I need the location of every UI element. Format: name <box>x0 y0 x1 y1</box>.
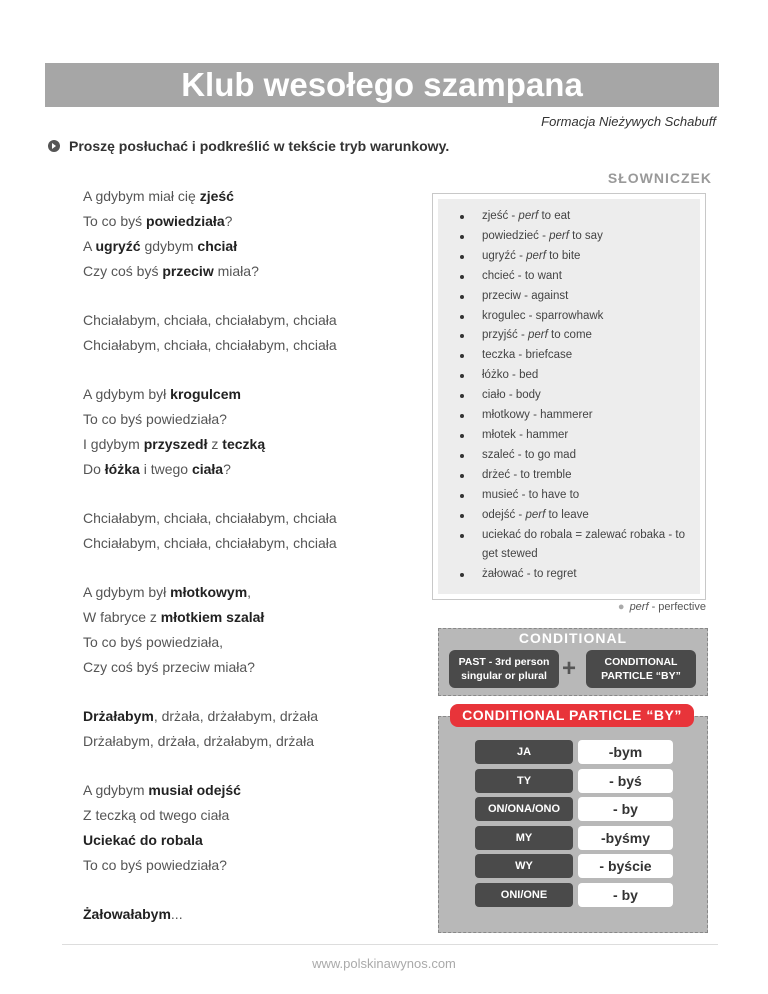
lyric-keyword: młotkiem <box>160 609 223 625</box>
lyric-text: ? <box>224 213 233 229</box>
lyric-line <box>83 534 423 559</box>
glossary-title: SŁOWNICZEK <box>607 170 712 186</box>
glossary-text: ciało - body <box>482 389 541 402</box>
lyric-keyword: chciał <box>197 238 238 254</box>
glossary-item <box>438 506 700 526</box>
past-tense-label: PAST - 3rd person singular or plural <box>458 656 550 682</box>
glossary-text: młotek - hammer <box>482 428 569 441</box>
page-title: Klub wesołego szampana <box>181 66 583 103</box>
glossary-text: to leave <box>545 508 589 521</box>
lyric-keyword: zjeść <box>199 188 234 204</box>
particle-ending: - byście <box>578 854 673 878</box>
pronoun-label: WY <box>475 854 573 878</box>
stanza-gap <box>83 683 423 707</box>
glossary-item <box>438 287 700 307</box>
lyric-text: Chciałabym, chciała, chciałabym, chciała <box>83 312 337 328</box>
glossary-text: młotkowy - hammerer <box>482 409 593 422</box>
glossary-item <box>438 267 700 287</box>
lyric-text: To co byś <box>83 213 147 229</box>
lyric-keyword: ugryźć <box>95 238 141 254</box>
lyric-line <box>83 658 423 683</box>
lyric-keyword: łóżka <box>104 461 140 477</box>
lyric-line <box>83 856 423 881</box>
lyric-text: Do <box>83 461 105 477</box>
lyric-line <box>83 781 423 806</box>
glossary-item <box>438 466 700 486</box>
lyric-text: miała? <box>213 263 259 279</box>
lyric-line <box>83 806 423 831</box>
glossary-text: szaleć - to go mad <box>482 448 576 461</box>
lyric-text: To co byś powiedziała? <box>83 411 227 427</box>
perf-note <box>618 601 706 613</box>
lyric-text: gdybym <box>140 238 198 254</box>
lyric-text: Chciałabym, chciała, chciałabym, chciała <box>83 337 337 353</box>
particle-ending: - by <box>578 883 673 907</box>
instruction-text: Proszę posłuchać i podkreślić w tekście tryb warunkowy. <box>69 138 450 154</box>
plus-icon: + <box>562 655 577 682</box>
particle-row <box>475 854 703 878</box>
glossary-inner <box>438 199 700 594</box>
lyric-text: Z teczką od twego ciała <box>83 807 230 823</box>
play-icon[interactable] <box>48 140 60 152</box>
stanza-gap <box>83 881 423 905</box>
glossary-text: to come <box>547 329 592 342</box>
glossary-text: drżeć - to tremble <box>482 468 572 481</box>
glossary-text: krogulec - sparrowhawk <box>482 309 604 322</box>
lyric-keyword: przyszedł <box>143 436 208 452</box>
lyric-line <box>83 435 423 460</box>
lyric-line <box>83 905 423 930</box>
lyric-line <box>83 460 423 485</box>
title-bar <box>45 63 719 107</box>
lyric-line <box>83 385 423 410</box>
lyric-text: Drżałabym, drżała, drżałabym, drżała <box>83 733 315 749</box>
lyric-keyword: szalał <box>226 609 265 625</box>
glossary-text: teczka - briefcase <box>482 349 573 362</box>
lyric-keyword: powiedziała <box>146 213 225 229</box>
perf-marker: perf <box>528 329 548 342</box>
glossary-text: łóżko - bed <box>482 369 539 382</box>
lyric-text: A gdybym <box>83 782 149 798</box>
particle-row <box>475 769 703 793</box>
lyric-keyword: Drżałabym <box>83 708 154 724</box>
lyric-line <box>83 732 423 757</box>
lyric-line <box>83 410 423 435</box>
footer-url[interactable]: www.polskinawynos.com <box>312 956 456 971</box>
conditional-box <box>438 628 708 696</box>
lyric-keyword: przeciw <box>162 263 214 279</box>
lyric-line <box>83 336 423 361</box>
glossary-item <box>438 406 700 426</box>
glossary-text: ugryźć - <box>482 249 527 262</box>
glossary-text: to eat <box>538 210 571 222</box>
perf-marker: perf <box>525 508 546 521</box>
lyric-text: , <box>247 584 252 600</box>
glossary-item <box>438 366 700 386</box>
lyric-line <box>83 311 423 336</box>
lyric-text: Chciałabym, chciała, chciałabym, chciała <box>83 535 337 551</box>
pronoun-label: JA <box>475 740 573 764</box>
particle-title: CONDITIONAL PARTICLE “BY” <box>450 704 694 727</box>
glossary-item <box>438 326 700 346</box>
past-tense-pill <box>449 650 559 688</box>
glossary-text: odejść - <box>482 508 526 521</box>
lyrics <box>83 187 423 930</box>
lyric-line <box>83 212 423 237</box>
lyric-text: A gdybym był <box>83 584 171 600</box>
glossary-text: zjeść - <box>482 210 519 222</box>
author: Formacja Nieżywych Schabuff <box>541 114 716 129</box>
lyric-line <box>83 187 423 212</box>
stanza-gap <box>83 559 423 583</box>
lyric-text: z <box>207 436 223 452</box>
particle-row <box>475 826 703 850</box>
glossary-item <box>438 346 700 366</box>
glossary-text: powiedzieć - <box>482 229 550 242</box>
particle-ending: - by <box>578 797 673 821</box>
lyric-text: i twego <box>139 461 192 477</box>
lyric-text: ? <box>223 461 231 477</box>
instruction <box>48 138 449 154</box>
glossary-text: to say <box>568 229 603 242</box>
lyric-text: Czy coś byś przeciw miała? <box>83 659 255 675</box>
conditional-title: CONDITIONAL <box>518 630 628 646</box>
glossary-item <box>438 426 700 446</box>
particle-label: CONDITIONAL PARTICLE “BY” <box>601 656 681 682</box>
perf-definition: - perfective <box>648 601 706 613</box>
pronoun-label: ONI/ONE <box>475 883 573 907</box>
lyric-keyword: Żałowałabym <box>83 906 171 922</box>
perf-marker: perf <box>518 210 539 222</box>
lyric-text: , drżała, drżałabym, drżała <box>153 708 318 724</box>
glossary-text: przyjść - <box>482 329 528 342</box>
lyric-text: Chciałabym, chciała, chciałabym, chciała <box>83 510 337 526</box>
lyric-keyword: musiał odejść <box>148 782 241 798</box>
lyric-text: A <box>83 238 96 254</box>
lyric-keyword: młotkowym <box>170 584 248 600</box>
lyric-line <box>83 509 423 534</box>
lyric-text: W fabryce z <box>83 609 161 625</box>
lyric-line <box>83 237 423 262</box>
stanza-gap <box>83 287 423 311</box>
glossary-item <box>438 307 700 327</box>
lyric-text: I gdybym <box>83 436 144 452</box>
glossary-item <box>438 446 700 466</box>
glossary-item <box>438 386 700 406</box>
lyric-keyword: krogulcem <box>170 386 241 402</box>
glossary-box <box>432 193 706 600</box>
glossary-text: musieć - to have to <box>482 488 580 501</box>
lyric-text: Czy coś byś <box>83 263 163 279</box>
glossary-list <box>438 207 700 585</box>
glossary-item <box>438 565 700 585</box>
glossary-text: przeciw - against <box>482 289 569 302</box>
footer-divider <box>62 944 718 945</box>
lyric-keyword: ciała <box>191 461 224 477</box>
particle-row <box>475 883 703 907</box>
glossary-text: uciekać do robala = zalewać robaka - to get stewed <box>482 528 685 561</box>
pronoun-label: TY <box>475 769 573 793</box>
particle-ending: - byś <box>578 769 673 793</box>
lyric-line <box>83 583 423 608</box>
lyric-keyword: Uciekać do robala <box>83 832 203 848</box>
pronoun-label: ON/ONA/ONO <box>475 797 573 821</box>
lyric-text: To co byś powiedziała? <box>83 857 227 873</box>
perf-term: perf <box>629 601 649 613</box>
particle-ending: -bym <box>578 740 673 764</box>
lyric-line <box>83 707 423 732</box>
perf-marker: perf <box>526 249 546 262</box>
glossary-item <box>438 227 700 247</box>
particle-ending: -byśmy <box>578 826 673 850</box>
glossary-text: to bite <box>545 249 581 262</box>
particle-row <box>475 740 703 764</box>
pronoun-label: MY <box>475 826 573 850</box>
lyric-line <box>83 262 423 287</box>
bullet-icon: ● <box>617 601 625 613</box>
lyric-text: A gdybym był <box>83 386 171 402</box>
stanza-gap <box>83 485 423 509</box>
glossary-text: żałować - to regret <box>482 568 577 581</box>
lyric-text: ... <box>170 906 183 922</box>
perf-marker: perf <box>549 229 569 242</box>
stanza-gap <box>83 757 423 781</box>
particle-row <box>475 797 703 821</box>
lyric-text: A gdybym miał cię <box>83 188 200 204</box>
particle-pill <box>586 650 696 688</box>
glossary-item <box>438 247 700 267</box>
lyric-line <box>83 831 423 856</box>
stanza-gap <box>83 361 423 385</box>
lyric-line <box>83 608 423 633</box>
lyric-text: To co byś powiedziała, <box>83 634 224 650</box>
lyric-line <box>83 633 423 658</box>
glossary-text: chcieć - to want <box>482 269 562 282</box>
glossary-item <box>438 486 700 506</box>
glossary-item <box>438 526 700 566</box>
glossary-item <box>438 207 700 227</box>
lyric-keyword: teczką <box>222 436 266 452</box>
